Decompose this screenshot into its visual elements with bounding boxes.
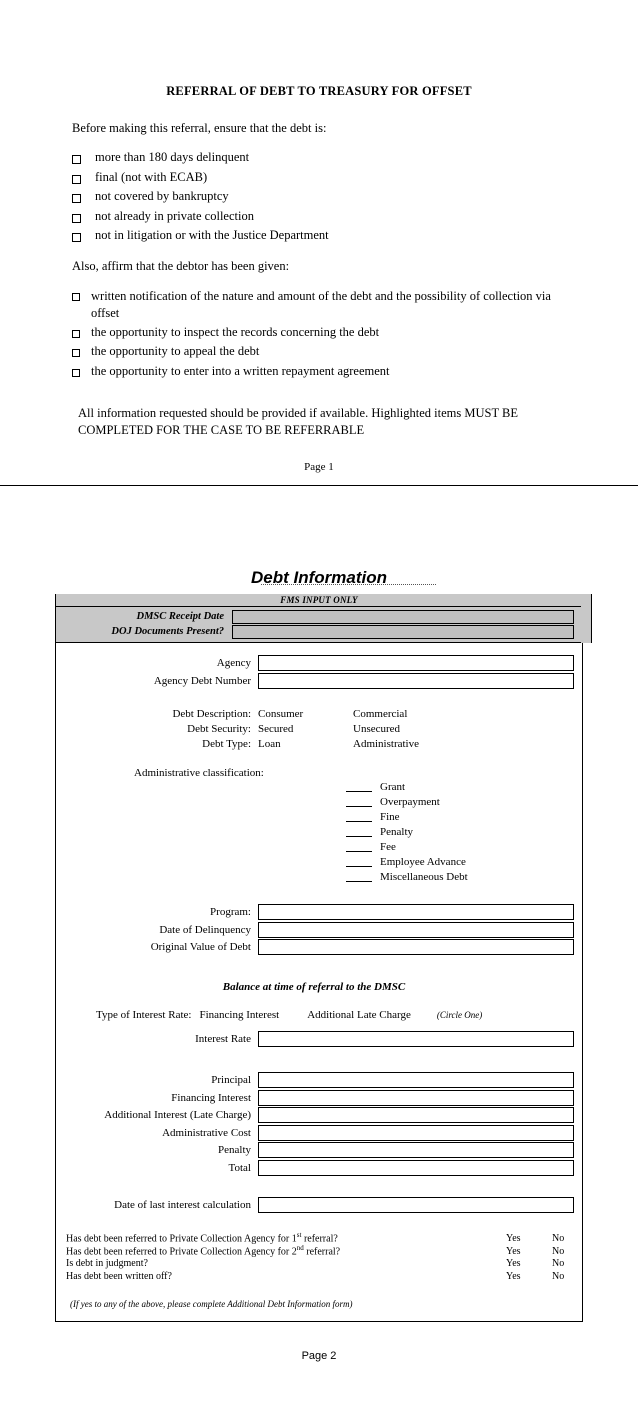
blank-line[interactable] <box>346 857 372 867</box>
original-value-label: Original Value of Debt <box>150 941 251 953</box>
penalty-row <box>56 1142 574 1158</box>
blank-line[interactable] <box>346 872 372 882</box>
page-2-number: Page 2 <box>301 1349 337 1362</box>
admin-classification-item[interactable] <box>56 869 582 884</box>
admin-classification-item-label: Grant <box>380 780 406 793</box>
date-of-delinquency-row <box>56 922 574 938</box>
question-text-part1: Has debt been referred to Private Collection Agency for 1 <box>66 1232 297 1244</box>
admin-classification-item-label: Fee <box>380 840 396 853</box>
agency-label: Agency <box>216 657 251 669</box>
answer-no[interactable]: No <box>552 1271 565 1282</box>
question-text-part1: Has debt been referred to Private Collection Agency for 2 <box>66 1246 297 1258</box>
debt-security-option-unsecured[interactable]: Unsecured <box>353 722 401 735</box>
checklist-item-label: not already in private collection <box>95 208 254 223</box>
checklist-item[interactable] <box>72 228 638 243</box>
program-label: Program: <box>210 906 251 918</box>
fms-input-only-section <box>56 594 582 643</box>
checkbox-icon[interactable] <box>72 330 80 338</box>
checklist-item[interactable] <box>72 325 638 340</box>
administrative-cost-input[interactable] <box>258 1125 574 1141</box>
administrative-cost-row <box>56 1125 574 1141</box>
fms-only-label: FMS INPUT ONLY <box>56 594 582 607</box>
checklist-item[interactable] <box>72 189 638 204</box>
question-text <box>66 1258 506 1269</box>
agency-row <box>56 655 574 671</box>
checkbox-icon[interactable] <box>72 349 80 357</box>
date-of-delinquency-label: Date of Delinquency <box>159 923 251 936</box>
circle-one-hint: (Circle One) <box>436 1009 483 1020</box>
additional-interest-input[interactable] <box>258 1107 574 1123</box>
checklist-item-label: not in litigation or with the Justice Department <box>95 228 329 242</box>
checklist-item[interactable] <box>72 170 638 185</box>
checkbox-icon[interactable] <box>72 214 81 223</box>
interest-type-label: Type of Interest Rate: <box>96 1008 192 1021</box>
admin-classification-item-label: Overpayment <box>380 795 440 808</box>
admin-classification-label: Administrative classification: <box>134 767 264 779</box>
admin-classification-item-label: Employee Advance <box>380 855 466 868</box>
question-row <box>56 1231 582 1245</box>
blank-line[interactable] <box>346 827 372 837</box>
grey-side-bar <box>581 594 592 643</box>
checklist-item-label: the opportunity to inspect the records concerning the debt <box>91 324 380 339</box>
admin-classification-item-label: Miscellaneous Debt <box>380 870 468 883</box>
blank-line[interactable] <box>346 782 372 792</box>
requirements-note: All information requested should be provided if available. Highlighted items MUST BE COMPLETED FOR THE CASE TO BE REFERRABLE <box>78 405 518 437</box>
answer-yes[interactable]: Yes <box>506 1257 521 1269</box>
question-text-part1: Is debt in judgment? <box>66 1257 148 1269</box>
admin-classification-item[interactable] <box>56 824 582 839</box>
question-row <box>56 1258 582 1272</box>
debt-description-row <box>56 706 582 721</box>
answer-yes[interactable]: Yes <box>506 1246 521 1258</box>
interest-type-option-financing[interactable]: Financing Interest <box>199 1008 280 1021</box>
admin-classification-item[interactable] <box>56 794 582 809</box>
answer-no[interactable]: No <box>552 1246 565 1258</box>
interest-rate-input[interactable] <box>258 1031 574 1047</box>
question-text <box>66 1271 506 1282</box>
agency-debt-number-row <box>56 673 574 689</box>
admin-classification-item[interactable] <box>56 809 582 824</box>
page-1 <box>0 84 638 546</box>
penalty-input[interactable] <box>258 1142 574 1158</box>
interest-rate-label: Interest Rate <box>195 1032 251 1045</box>
interest-type-row <box>56 1007 582 1023</box>
total-label: Total <box>228 1161 251 1174</box>
principal-input[interactable] <box>258 1072 574 1088</box>
question-row <box>56 1244 582 1258</box>
blank-line[interactable] <box>346 812 372 822</box>
debt-security-row <box>56 721 582 736</box>
interest-type-option-late-charge[interactable]: Additional Late Charge <box>307 1008 411 1021</box>
dmsc-receipt-date-row <box>56 609 582 624</box>
dmsc-receipt-date-label: DMSC Receipt Date <box>136 611 224 622</box>
page-title: REFERRAL OF DEBT TO TREASURY FOR OFFSET <box>166 84 472 98</box>
additional-interest-label: Additional Interest (Late Charge) <box>104 1109 251 1121</box>
checklist-item-label: not covered by bankruptcy <box>95 189 229 203</box>
agency-input[interactable] <box>258 655 574 671</box>
question-text-part2: referral? <box>303 1246 341 1258</box>
debt-description-option-consumer[interactable]: Consumer <box>258 707 304 720</box>
last-interest-calculation-row <box>56 1197 574 1213</box>
checklist-item[interactable] <box>72 209 638 224</box>
question-text <box>66 1231 506 1244</box>
financing-interest-row <box>56 1090 574 1106</box>
checkbox-icon[interactable] <box>72 293 80 301</box>
agency-debt-number-label: Agency Debt Number <box>153 674 251 687</box>
question-ordinal-suffix: nd <box>296 1244 304 1252</box>
form-title: Debt Information <box>251 568 387 587</box>
principal-row <box>56 1072 574 1088</box>
question-text-part2: referral? <box>301 1232 338 1244</box>
blank-line[interactable] <box>346 797 372 807</box>
agency-debt-number-input[interactable] <box>258 673 574 689</box>
answer-yes[interactable]: Yes <box>506 1232 521 1244</box>
admin-classification-item[interactable] <box>56 854 582 869</box>
admin-classification-item[interactable] <box>56 839 582 854</box>
page-1-number: Page 1 <box>304 461 334 474</box>
balance-heading: Balance at time of referral to the DMSC <box>222 980 406 993</box>
debt-information-form <box>55 594 583 1322</box>
page-divider <box>0 485 638 486</box>
last-interest-calculation-label: Date of last interest calculation <box>114 1199 251 1211</box>
admin-classification-item-label: Fine <box>380 810 400 823</box>
original-value-row <box>56 939 574 955</box>
answer-no[interactable]: No <box>552 1232 565 1244</box>
admin-classification-item-label: Penalty <box>380 825 413 838</box>
additional-interest-row <box>56 1107 574 1123</box>
checklist-item-label: more than 180 days delinquent <box>95 150 250 164</box>
checkbox-icon[interactable] <box>72 155 81 164</box>
program-row <box>56 904 574 920</box>
debt-type-row <box>56 736 582 751</box>
financing-interest-input[interactable] <box>258 1090 574 1106</box>
checklist-item-label: the opportunity to enter into a written repayment agreement <box>91 363 390 378</box>
debtor-rights-checklist <box>72 288 638 379</box>
last-interest-calculation-input[interactable] <box>258 1197 574 1213</box>
checklist-item[interactable] <box>72 364 638 379</box>
debt-conditions-checklist <box>72 150 638 243</box>
yes-no-questions <box>56 1231 582 1285</box>
debt-type-option-loan[interactable]: Loan <box>258 737 281 750</box>
if-yes-note: (If yes to any of the above, please complete Additional Debt Information form) <box>70 1298 353 1309</box>
answer-no[interactable]: No <box>552 1257 565 1269</box>
principal-label: Principal <box>211 1074 251 1086</box>
checkbox-icon[interactable] <box>72 233 81 242</box>
debt-security-label: Debt Security: <box>187 722 251 735</box>
admin-classification-item[interactable] <box>56 779 582 794</box>
checklist-item[interactable] <box>72 150 638 165</box>
debt-description-label: Debt Description: <box>172 707 251 720</box>
dmsc-receipt-date-input[interactable] <box>232 610 574 624</box>
doj-documents-row <box>56 624 582 639</box>
fms-fields <box>56 607 582 643</box>
admin-classification-list <box>56 779 582 884</box>
checkbox-icon[interactable] <box>72 369 80 377</box>
question-row <box>56 1271 582 1285</box>
debt-type-label: Debt Type: <box>202 737 251 750</box>
debt-description-option-commercial[interactable]: Commercial <box>353 707 408 720</box>
question-ordinal-suffix: st <box>296 1230 302 1239</box>
doj-documents-input[interactable] <box>232 625 574 639</box>
penalty-label: Penalty <box>218 1144 251 1156</box>
checklist-item[interactable] <box>72 344 638 359</box>
checklist-item-label: the opportunity to appeal the debt <box>91 344 260 359</box>
question-text-part1: Has debt been written off? <box>66 1271 172 1282</box>
interest-rate-row <box>56 1031 574 1047</box>
total-row <box>56 1160 574 1176</box>
checklist-item-label: written notification of the nature and amount of the debt and the possibility of collection via offset <box>91 289 551 320</box>
page-2 <box>0 546 638 1362</box>
checkbox-icon[interactable] <box>72 175 81 184</box>
financing-interest-label: Financing Interest <box>171 1091 251 1104</box>
checklist-item[interactable] <box>72 288 638 322</box>
checkbox-icon[interactable] <box>72 194 81 203</box>
debt-security-option-secured[interactable]: Secured <box>258 722 294 735</box>
doj-documents-label: DOJ Documents Present? <box>111 626 224 637</box>
blank-line[interactable] <box>346 842 372 852</box>
dashed-rule <box>261 584 436 585</box>
debt-type-option-administrative[interactable]: Administrative <box>353 737 419 750</box>
program-input[interactable] <box>258 904 574 920</box>
intro-text: Before making this referral, ensure that the debt is: <box>72 121 327 135</box>
original-value-input[interactable] <box>258 939 574 955</box>
affirm-intro-text: Also, affirm that the debtor has been given: <box>72 259 290 273</box>
administrative-cost-label: Administrative Cost <box>162 1126 251 1139</box>
total-input[interactable] <box>258 1160 574 1176</box>
answer-yes[interactable]: Yes <box>506 1271 521 1282</box>
checklist-item-label: final (not with ECAB) <box>95 169 208 184</box>
question-text <box>66 1244 506 1257</box>
date-of-delinquency-input[interactable] <box>258 922 574 938</box>
